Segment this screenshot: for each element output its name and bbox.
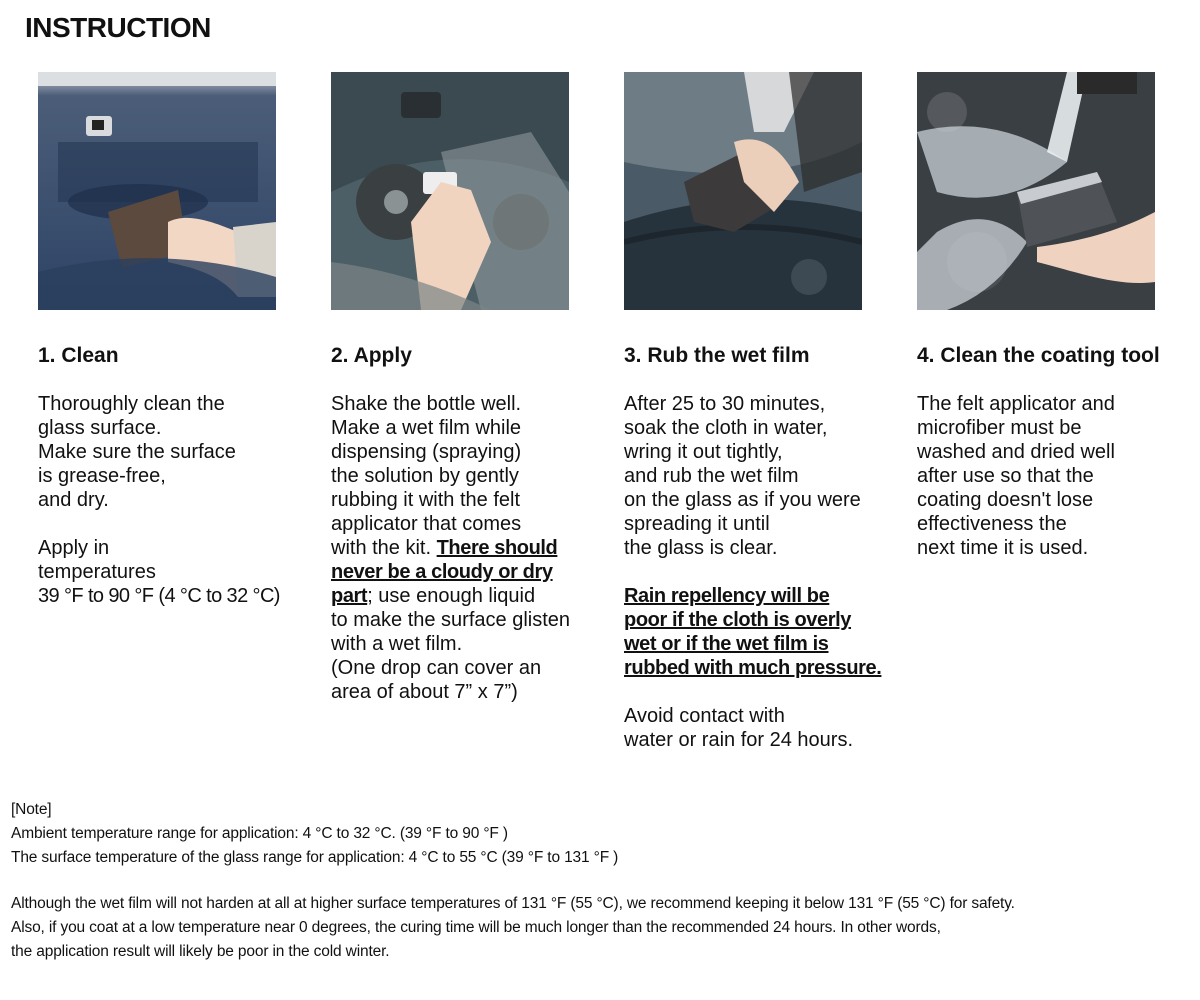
text-line: next time it is used.: [917, 537, 1089, 559]
text-line: applicator that comes: [331, 513, 522, 535]
step-body: [917, 392, 1177, 560]
step-rub-wet-film: [624, 72, 884, 776]
step-body: [38, 392, 298, 608]
text-line: dispensing (spraying): [331, 441, 522, 463]
step-clean-coating-tool: [917, 72, 1177, 584]
text-line: effectiveness the: [917, 513, 1067, 535]
text-line: water or rain for 24 hours.: [624, 729, 853, 751]
warning-text: wet or if the wet film is: [624, 633, 829, 655]
text-line: area of about 7” x 7”): [331, 681, 518, 703]
step-paragraph: [917, 392, 1177, 560]
text-line: Shake the bottle well.: [331, 393, 522, 415]
step-paragraph: [38, 536, 298, 608]
step-paragraph: [624, 704, 884, 752]
text-line: temperatures: [38, 561, 156, 583]
text-line: and rub the wet film: [624, 465, 799, 487]
warning-text: never be a cloudy or dry: [331, 561, 553, 583]
text-line: The felt applicator and: [917, 393, 1115, 415]
text-line: wring it out tightly,: [624, 441, 783, 463]
text-line: the solution by gently: [331, 465, 519, 487]
warning-text: There should: [436, 537, 558, 559]
text-line: coating doesn't lose: [917, 489, 1094, 511]
text-line: Make a wet film while: [331, 417, 522, 439]
note-line: The surface temperature of the glass range for application: 4 °C to 55 °C (39 °F to 131 °F ): [11, 849, 619, 866]
warning-paragraph: [624, 584, 884, 680]
text-line: soak the cloth in water,: [624, 417, 828, 439]
windshield-wipe-photo: [38, 72, 276, 310]
text-line: [331, 536, 591, 560]
note-label: [Note]: [11, 801, 52, 818]
text-line: after use so that the: [917, 465, 1094, 487]
text-line: is grease-free,: [38, 465, 166, 487]
text-line: microfiber must be: [917, 417, 1082, 439]
page-title: INSTRUCTION: [25, 12, 211, 43]
note-line: Ambient temperature range for application: 4 °C to 32 °C. (39 °F to 90 °F ): [11, 825, 508, 842]
step-heading: 1. Clean: [38, 344, 119, 367]
temperature-range: 39 °F to 90 °F (4 °C to 32 °C): [38, 585, 280, 607]
cloth-rub-photo: [624, 72, 862, 310]
text-line: Thoroughly clean the: [38, 393, 225, 415]
step-apply: [331, 72, 591, 728]
text-line: (One drop can cover an: [331, 657, 542, 679]
text-line: on the glass as if you were: [624, 489, 861, 511]
step-body: [624, 392, 884, 752]
note-paragraph-line: Although the wet film will not harden at all at higher surface temperatures of 131 °F (55 °C), we recommend keeping it below 131 °F (55 °C) for safety.: [11, 895, 1015, 912]
step-clean: [38, 72, 298, 632]
text-line: spreading it until: [624, 513, 770, 535]
step-paragraph: [331, 392, 591, 704]
step-paragraph: [38, 392, 298, 512]
step-paragraph: [624, 392, 884, 560]
warning-text: Rain repellency will be: [624, 585, 830, 607]
text-line: glass surface.: [38, 417, 162, 439]
step-heading: 4. Clean the coating tool: [917, 344, 1160, 367]
text-line: Make sure the surface: [38, 441, 236, 463]
note-paragraph-line: the application result will likely be poor in the cold winter.: [11, 943, 390, 960]
text-line: with a wet film.: [331, 633, 463, 655]
step-heading: 2. Apply: [331, 344, 412, 367]
text-segment: with the kit.: [331, 537, 437, 559]
text-line: [331, 584, 591, 608]
text-line: Avoid contact with: [624, 705, 785, 727]
spacer: [11, 870, 1191, 892]
washing-applicator-photo: [917, 72, 1155, 310]
felt-applicator-photo: [331, 72, 569, 310]
text-line: washed and dried well: [917, 441, 1115, 463]
text-line: Apply in: [38, 537, 110, 559]
warning-text: poor if the cloth is overly: [624, 609, 852, 631]
warning-text: part: [331, 585, 368, 607]
text-line: to make the surface glisten: [331, 609, 571, 631]
text-line: rubbing it with the felt: [331, 489, 520, 511]
step-heading: 3. Rub the wet film: [624, 344, 810, 367]
text-line: and dry.: [38, 489, 109, 511]
step-body: [331, 392, 591, 704]
text-segment: ; use enough liquid: [367, 585, 536, 607]
note-section: [11, 798, 1191, 964]
note-paragraph-line: Also, if you coat at a low temperature near 0 degrees, the curing time will be much longer than the recommended 24 hours. In other words,: [11, 919, 941, 936]
warning-text: rubbed with much pressure.: [624, 657, 882, 679]
text-line: After 25 to 30 minutes,: [624, 393, 826, 415]
text-line: the glass is clear.: [624, 537, 778, 559]
